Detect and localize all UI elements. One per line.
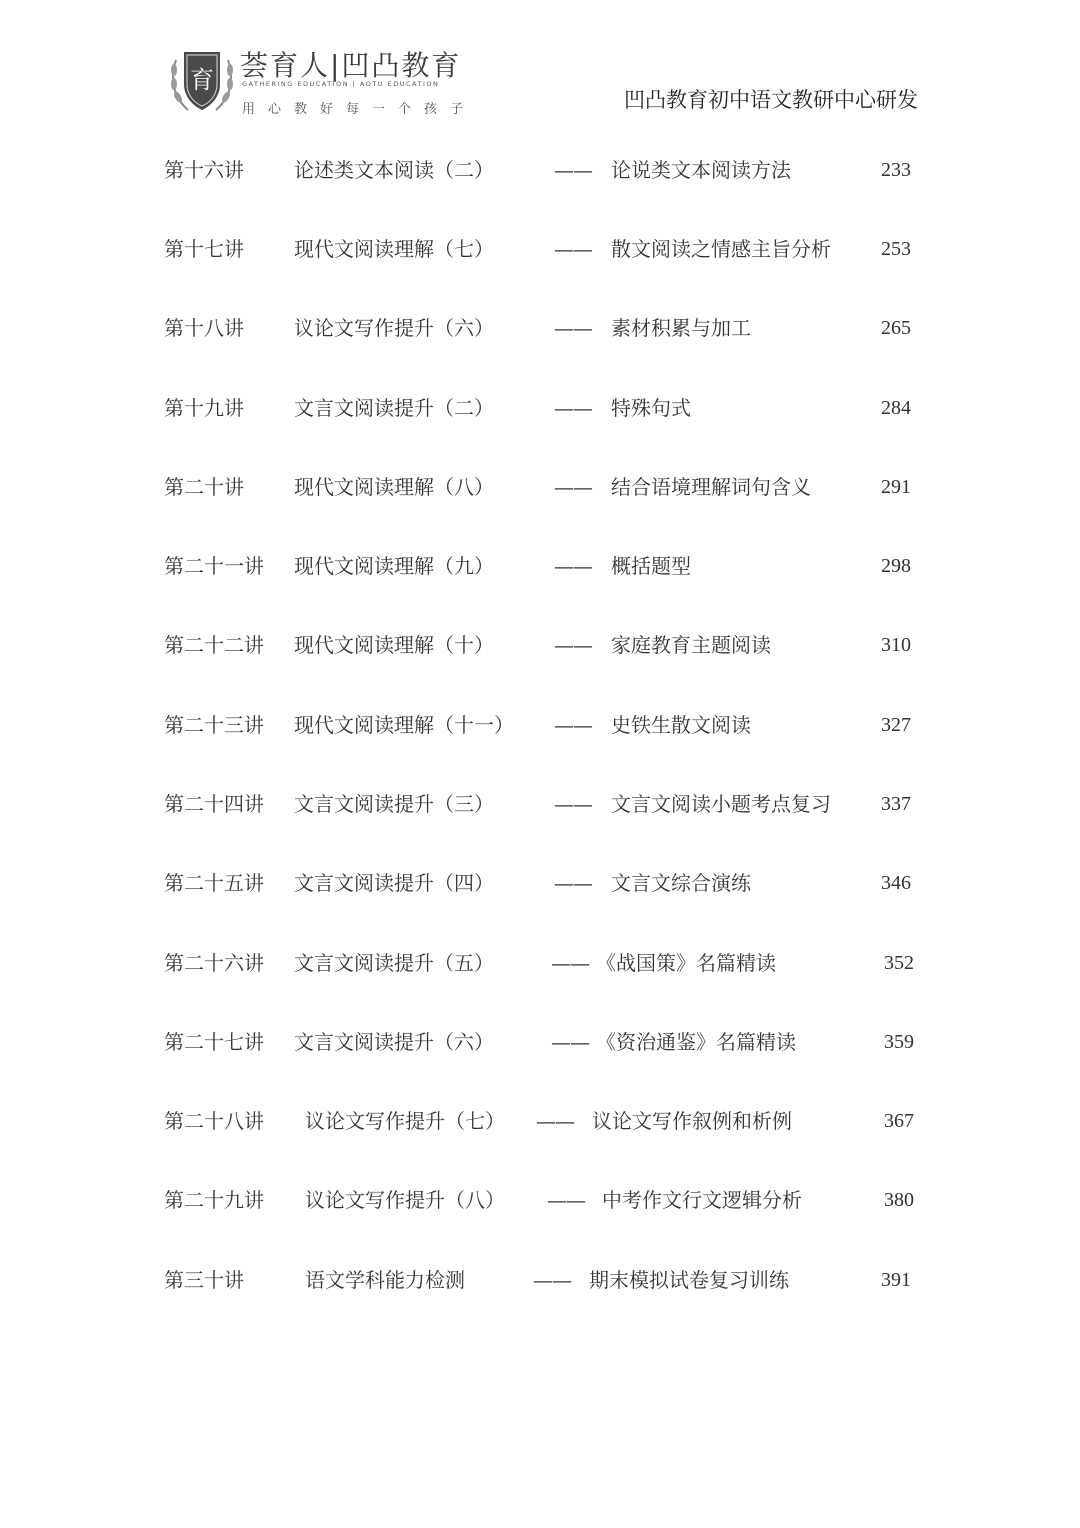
toc-row: [0, 150, 1080, 190]
lecture-subtitle: 中考作文行文逻辑分析: [602, 1188, 802, 1212]
dash-separator: ——: [536, 1109, 574, 1133]
lecture-number: 第二十讲: [164, 475, 244, 499]
lecture-subtitle: 素材积累与加工: [611, 316, 751, 340]
emblem-character: 育: [190, 66, 214, 94]
page-number: 291: [881, 476, 911, 498]
lecture-number: 第二十五讲: [164, 871, 264, 895]
lecture-title: 现代文阅读理解（九）: [294, 554, 494, 578]
dash-separator: ——: [554, 396, 592, 420]
lecture-title: 现代文阅读理解（七）: [294, 237, 494, 261]
lecture-title: 文言文阅读提升（二）: [294, 396, 494, 420]
lecture-subtitle: 家庭教育主题阅读: [611, 633, 771, 657]
toc-row: [0, 1180, 1080, 1220]
dash-separator: ——: [554, 633, 592, 657]
dash-separator: ——: [554, 554, 592, 578]
lecture-number: 第二十一讲: [164, 554, 264, 578]
lecture-title: 议论文写作提升（七）: [305, 1109, 505, 1133]
page-number: 352: [884, 952, 914, 974]
toc-row: [0, 388, 1080, 428]
lecture-title: 论述类文本阅读（二）: [294, 158, 494, 182]
lecture-title: 语文学科能力检测: [305, 1268, 465, 1292]
lecture-title: 文言文阅读提升（三）: [294, 792, 494, 816]
dash-separator: ——: [533, 1268, 571, 1292]
lecture-number: 第十七讲: [164, 237, 244, 261]
dash-separator: ——: [551, 951, 589, 975]
toc-row: [0, 308, 1080, 348]
lecture-number: 第二十八讲: [164, 1109, 264, 1133]
dash-separator: ——: [554, 871, 592, 895]
dash-separator: ——: [554, 237, 592, 261]
dash-separator: ——: [554, 316, 592, 340]
toc-row: [0, 1260, 1080, 1300]
toc-row: [0, 863, 1080, 903]
page-header: [0, 0, 1080, 140]
toc-row: [0, 1101, 1080, 1141]
page-number: 327: [881, 714, 911, 736]
developer-note: 凹凸教育初中语文教研中心研发: [624, 88, 918, 112]
lecture-title: 议论文写作提升（六）: [294, 316, 494, 340]
page-number: 367: [884, 1110, 914, 1132]
toc-row: [0, 467, 1080, 507]
toc-row: [0, 546, 1080, 586]
toc-row: [0, 784, 1080, 824]
brand-name: 荟育人|凹凸教育: [240, 49, 462, 82]
lecture-title: 文言文阅读提升（六）: [294, 1030, 494, 1054]
lecture-number: 第十六讲: [164, 158, 244, 182]
page-number: 359: [884, 1031, 914, 1053]
lecture-title: 文言文阅读提升（五）: [294, 951, 494, 975]
lecture-number: 第二十六讲: [164, 951, 264, 975]
lecture-number: 第三十讲: [164, 1268, 244, 1292]
lecture-title: 现代文阅读理解（十一）: [294, 713, 514, 737]
lecture-subtitle: 《战国策》名篇精读: [596, 951, 776, 975]
dash-separator: ——: [554, 713, 592, 737]
page-number: 337: [881, 793, 911, 815]
page-number: 380: [884, 1189, 914, 1211]
lecture-number: 第二十九讲: [164, 1188, 264, 1212]
toc-row: [0, 229, 1080, 269]
dash-separator: ——: [547, 1188, 585, 1212]
brand-slogan: 用心教好每一个孩子: [242, 102, 477, 117]
lecture-subtitle: 论说类文本阅读方法: [611, 158, 791, 182]
page-number: 253: [881, 238, 911, 260]
toc-row: [0, 625, 1080, 665]
lecture-number: 第二十四讲: [164, 792, 264, 816]
lecture-title: 现代文阅读理解（八）: [294, 475, 494, 499]
toc-row: [0, 1022, 1080, 1062]
lecture-subtitle: 散文阅读之情感主旨分析: [611, 237, 831, 261]
brand-name-english: GATHERING EDUCATION | AOTU EDUCATION: [242, 80, 440, 88]
lecture-subtitle: 期末模拟试卷复习训练: [589, 1268, 789, 1292]
lecture-number: 第二十三讲: [164, 713, 264, 737]
page-number: 310: [881, 634, 911, 656]
lecture-subtitle: 《资治通鉴》名篇精读: [596, 1030, 796, 1054]
lecture-number: 第十九讲: [164, 396, 244, 420]
lecture-subtitle: 特殊句式: [611, 396, 691, 420]
page-number: 233: [881, 159, 911, 181]
page-number: 265: [881, 317, 911, 339]
toc-row: [0, 943, 1080, 983]
page-number: 284: [881, 397, 911, 419]
lecture-title: 文言文阅读提升（四）: [294, 871, 494, 895]
lecture-subtitle: 文言文综合演练: [611, 871, 751, 895]
dash-separator: ——: [551, 1030, 589, 1054]
lecture-number: 第十八讲: [164, 316, 244, 340]
page-number: 298: [881, 555, 911, 577]
toc-row: [0, 705, 1080, 745]
dash-separator: ——: [554, 158, 592, 182]
lecture-subtitle: 议论文写作叙例和析例: [592, 1109, 792, 1133]
lecture-number: 第二十二讲: [164, 633, 264, 657]
dash-separator: ——: [554, 792, 592, 816]
page-number: 391: [881, 1269, 911, 1291]
lecture-subtitle: 文言文阅读小题考点复习: [611, 792, 831, 816]
lecture-subtitle: 史铁生散文阅读: [611, 713, 751, 737]
lecture-title: 议论文写作提升（八）: [305, 1188, 505, 1212]
brand-logo: [166, 40, 477, 122]
dash-separator: ——: [554, 475, 592, 499]
page-number: 346: [881, 872, 911, 894]
lecture-subtitle: 概括题型: [611, 554, 691, 578]
lecture-subtitle: 结合语境理解词句含义: [611, 475, 811, 499]
lecture-title: 现代文阅读理解（十）: [294, 633, 494, 657]
lecture-number: 第二十七讲: [164, 1030, 264, 1054]
